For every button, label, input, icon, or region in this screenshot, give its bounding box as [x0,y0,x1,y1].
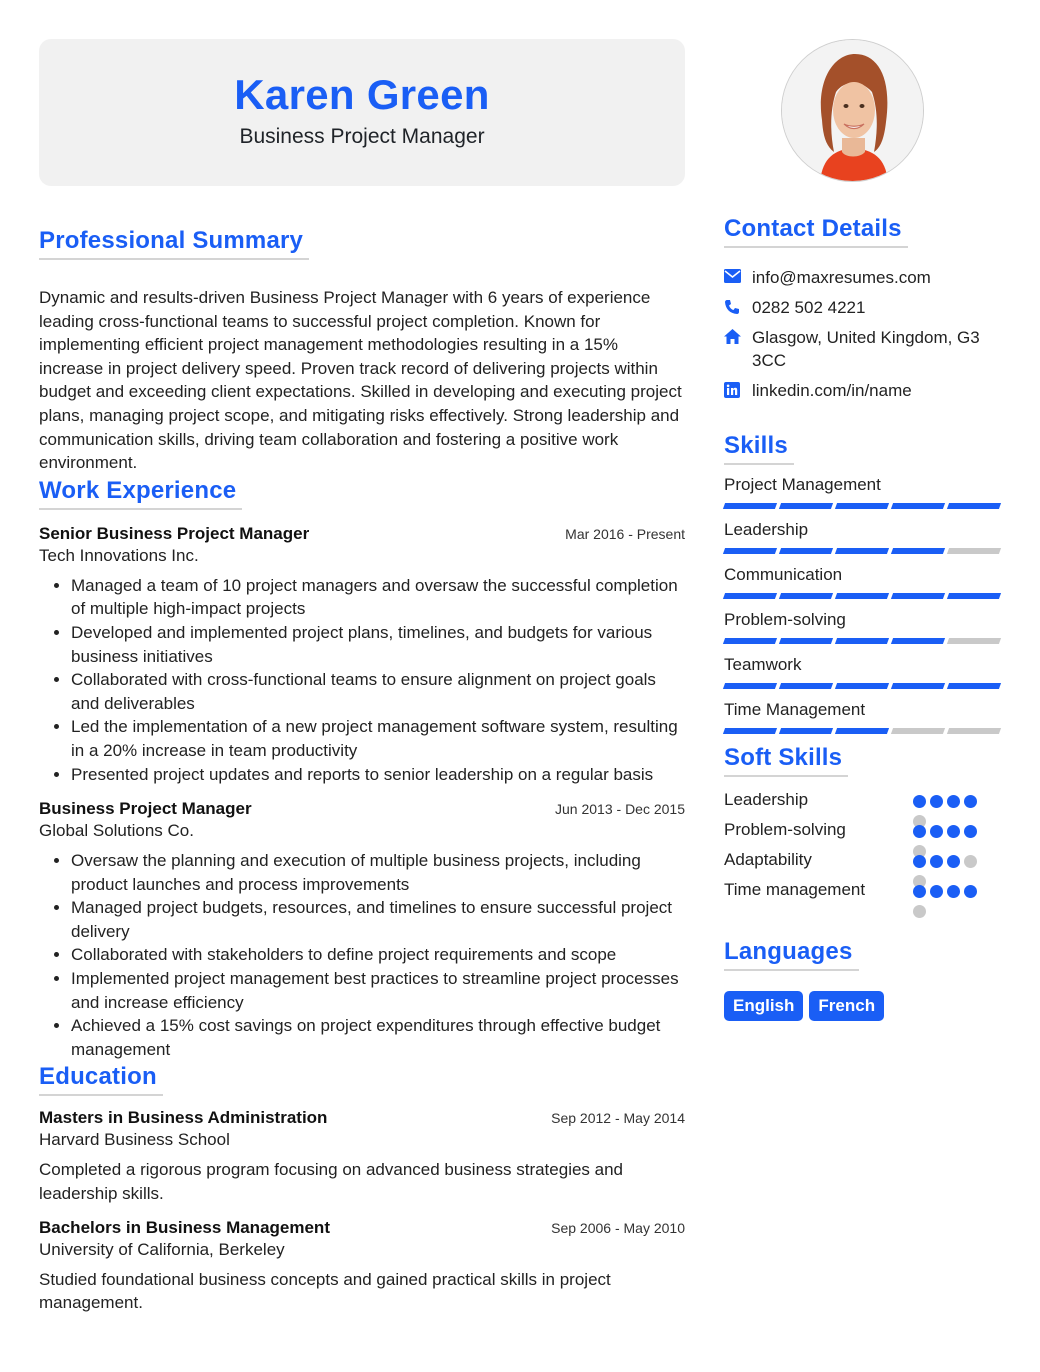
rating-dot-filled [913,795,926,808]
soft-skill-item [724,790,1004,820]
skill-segment-filled [723,593,777,599]
skills-list [724,474,1004,734]
job-bullets [39,574,685,786]
contact-section [724,215,1004,402]
degree-dates: Sep 2012 - May 2014 [551,1110,685,1127]
soft-skill-name: Time management [724,880,866,899]
list-item: • Developed and implemented project plans, timelines, and budgets for various business initiatives [71,621,685,668]
rating-dot-filled [930,855,943,868]
skill-segment-filled [779,728,833,734]
job-dates: Mar 2016 - Present [565,525,685,542]
rating-dot-filled [930,885,943,898]
list-item: • Oversaw the planning and execution of multiple business projects, including product launches and process improvements [71,849,685,896]
skill-level-bar [724,548,1004,554]
soft-skills-heading: Soft Skills [724,744,848,777]
skill-item [724,519,1004,554]
soft-skill-rating [913,885,993,925]
education-section [39,1063,685,1314]
phone-icon [724,296,752,315]
skill-level-bar [724,728,1004,734]
contact-heading: Contact Details [724,215,908,248]
list-item: • Achieved a 15% cost savings on project expenditures through effective budget management [71,1014,685,1061]
job-entry [39,799,685,1061]
education-entry [39,1108,685,1205]
linkedin-icon [724,379,752,398]
school-name: University of California, Berkeley [39,1239,285,1259]
skill-segment-filled [779,548,833,554]
job-dates: Jun 2013 - Dec 2015 [555,801,685,818]
sidebar-column [724,39,1004,1021]
languages-heading: Languages [724,938,859,971]
rating-dot-empty [913,905,926,918]
rating-dot-filled [913,825,926,838]
skill-name: Time Management [724,700,866,719]
main-column [39,39,685,1315]
skill-segment-filled [835,548,889,554]
skill-segment-filled [835,683,889,689]
degree-dates: Sep 2006 - May 2010 [551,1219,685,1236]
rating-dot-empty [964,855,977,868]
list-item: • Implemented project management best practices to streamline project processes and increase efficiency [71,967,685,1014]
skill-level-bar [724,683,1004,689]
skill-name: Communication [724,565,843,584]
summary-section [39,227,685,475]
language-badge: French [809,991,884,1021]
phone-text: 0282 502 4221 [752,298,866,317]
address-text: Glasgow, United Kingdom, G3 3CC [752,328,980,370]
rating-dot-filled [964,825,977,838]
soft-skill-item [724,820,1004,850]
linkedin-text: linkedin.com/in/name [752,381,912,400]
list-item: • Led the implementation of a new project management software system, resulting in a 20% increase in team productivity [71,715,685,762]
contact-address [724,326,1004,372]
skill-name: Leadership [724,520,809,539]
skill-segment-empty [947,638,1001,644]
job-company: Tech Innovations Inc. [39,545,199,565]
work-section [39,477,685,1062]
skill-segment-filled [723,503,777,509]
rating-dot-filled [913,885,926,898]
education-entry [39,1218,685,1315]
skills-heading: Skills [724,432,794,465]
skill-name: Project Management [724,475,881,494]
skill-item [724,474,1004,509]
list-item: • Presented project updates and reports to senior leadership on a regular basis [71,763,685,787]
skill-item [724,699,1004,734]
job-company: Global Solutions Co. [39,821,194,841]
skill-segment-filled [835,728,889,734]
skill-level-bar [724,503,1004,509]
contact-phone [724,296,1004,319]
rating-dot-filled [947,855,960,868]
soft-skill-name: Problem-solving [724,820,846,839]
skill-segment-filled [779,683,833,689]
skill-segment-filled [947,503,1001,509]
job-title: Business Project Manager [39,799,252,819]
rating-dot-filled [964,885,977,898]
skill-item [724,654,1004,689]
soft-skill-item [724,880,1004,910]
degree-title: Bachelors in Business Management [39,1217,330,1237]
skill-segment-filled [723,548,777,554]
rating-dot-filled [930,795,943,808]
degree-description: Completed a rigorous program focusing on advanced business strategies and leadership skills. [39,1160,624,1204]
languages-section [724,938,1004,1021]
skill-name: Problem-solving [724,610,846,629]
list-item: • Managed project budgets, resources, and timelines to ensure successful project delivery [71,896,685,943]
summary-heading: Professional Summary [39,227,309,260]
skill-segment-filled [723,638,777,644]
list-item: • Collaborated with stakeholders to define project requirements and scope [71,943,685,967]
skill-segment-filled [947,683,1001,689]
education-heading: Education [39,1063,163,1096]
degree-title: Masters in Business Administration [39,1108,328,1128]
home-icon [724,326,752,344]
rating-dot-filled [930,825,943,838]
skill-segment-filled [891,593,945,599]
job-bullets [39,849,685,1061]
skill-item [724,564,1004,599]
rating-dot-filled [913,855,926,868]
skill-segment-filled [779,593,833,599]
skill-segment-filled [891,548,945,554]
skill-segment-filled [947,593,1001,599]
soft-skill-name: Adaptability [724,850,812,869]
soft-skills-section [724,744,1004,910]
skill-segment-filled [835,593,889,599]
language-badge: English [724,991,803,1021]
job-title: Senior Business Project Manager [39,523,310,543]
envelope-icon [724,266,752,283]
skill-segment-filled [835,638,889,644]
skill-segment-filled [723,683,777,689]
list-item: • Managed a team of 10 project managers and oversaw the successful completion of multiple high-impact projects [71,574,685,621]
skill-segment-filled [891,503,945,509]
soft-skills-list [724,790,1004,910]
skill-segment-empty [947,548,1001,554]
skill-segment-filled [835,503,889,509]
skill-level-bar [724,593,1004,599]
soft-skill-item [724,850,1004,880]
degree-description: Studied foundational business concepts and gained practical skills in project management. [39,1269,611,1313]
summary-text: Dynamic and results-driven Business Project Manager with 6 years of experience leading cross-functional teams to successful project completion. Known for implementing efficient project management methodologies resulting in a 15% increase in project delivery speed. Proven track record of delivering projects within budget and exceeding client expectations. Skilled in developing and executing project plans, managing project scope, and mitigating risks effectively. Strong leadership and communication skills, driving team collaboration and fostering a positive work environment. [39,288,682,473]
contact-linkedin [724,379,1004,402]
skill-level-bar [724,638,1004,644]
skill-segment-filled [723,728,777,734]
candidate-title: Business Project Manager [239,125,485,148]
rating-dot-filled [947,795,960,808]
rating-dot-filled [947,825,960,838]
skill-segment-filled [891,683,945,689]
skills-section [724,432,1004,734]
skill-item [724,609,1004,644]
school-name: Harvard Business School [39,1130,230,1150]
work-heading: Work Experience [39,477,242,510]
soft-skill-name: Leadership [724,790,809,809]
contact-email [724,266,1004,289]
job-entry [39,524,685,786]
header-box [39,39,685,186]
skill-name: Teamwork [724,655,802,674]
skill-segment-empty [947,728,1001,734]
candidate-name: Karen Green [234,71,490,118]
skill-segment-empty [891,728,945,734]
email-text: info@maxresumes.com [752,268,931,287]
rating-dot-filled [964,795,977,808]
list-item: • Collaborated with cross-functional teams to ensure alignment on project goals and deliverables [71,668,685,715]
skill-segment-filled [891,638,945,644]
rating-dot-filled [947,885,960,898]
skill-segment-filled [779,503,833,509]
languages-list [724,991,1004,1021]
skill-segment-filled [779,638,833,644]
